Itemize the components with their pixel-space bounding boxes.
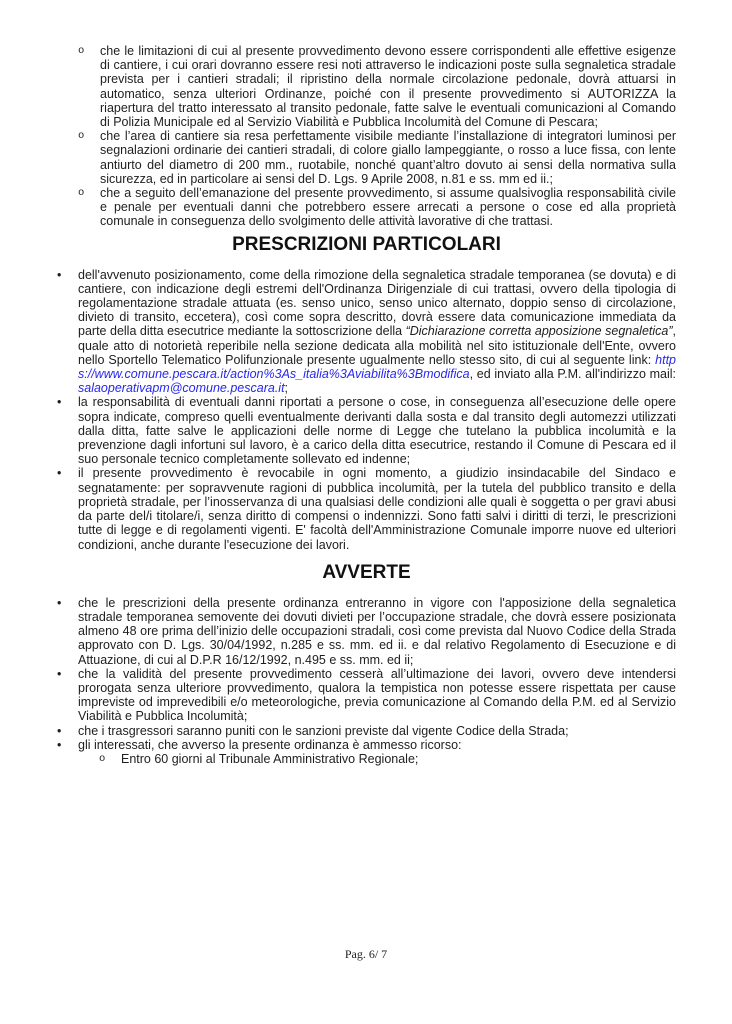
list-item (57, 129, 676, 186)
disc-bullet-marker: • (57, 666, 62, 681)
disc-bullet-marker: • (57, 723, 62, 738)
clause-text: che l’area di cantiere sia resa perfettamente visibile mediante l’installazione di integratori luminosi per segnalazioni ordinarie dei cantieri stradali, di colore giallo lampeggiante, o rosso a luce fissa, con lente antiurto del diametro di 200 mm., ruotabile, nonché quant’altro dovuto ai sensi della normativa sulla sicurezza, ed in particolare ai sensi del D. Lgs. 9 Aprile 2008, n.81 e ss. mm ed ii.; (100, 129, 676, 186)
disc-bullet-marker: • (57, 595, 62, 610)
clause-text: che la validità del presente provvedimento cesserà all’ultimazione dei lavori, ovvero deve intendersi prorogata senza ulteriore provvedimento, qualora la tempistica non potesse essere rispettata per cause impreviste od imprevedibili e/o meteorologiche, previa comunicazione al Comando della P.M. ed al Servizio Viabilità e Pubblica Incolumità; (78, 666, 676, 724)
viabilita-url-link[interactable]: https://www.comune.pescara.it/action%3As_italia%3Aviabilita%3Bmodifica (78, 352, 676, 382)
disc-bullet-marker: • (57, 267, 62, 282)
list-item (57, 738, 676, 766)
sub-clause-text: Entro 60 giorni al Tribunale Amministrativo Regionale; (121, 751, 419, 766)
disc-bullet-marker: • (57, 466, 62, 481)
clause-text-run: dell'avvenuto posizionamento, come della rimozione della segnaletica stradale temporanea (se dovuta) e di cantiere, con indicazione degli estremi dell'Ordinanza Dirigenziale di cui trattasi, ovvero della tipologia di regolamentazione stradale attuata (es. senso unico, senso unico alternato, doppio senso di circolazione, divieto di transito, eccetera), così come sopra descritto, dovrà essere data comunicazione immediata da parte della ditta esecutrice mediante la sottoscrizione della (78, 267, 676, 339)
clause-text-run: gli interessati, che avverso la presente ordinanza è ammesso ricorso: (78, 737, 462, 752)
clause-text-run: , ed inviato alla P.M. all'indirizzo mail: (469, 367, 676, 382)
circle-bullet-marker: o (78, 45, 85, 57)
circle-bullet-marker: o (99, 752, 106, 765)
section-heading-avverte: AVVERTE (322, 561, 411, 583)
sala-operativa-email-link[interactable]: salaoperativapm@comune.pescara.it (78, 381, 285, 396)
clause-text-run: ; (284, 381, 289, 396)
list-item (57, 667, 676, 724)
list-item (57, 395, 676, 466)
list-item (57, 44, 676, 129)
sub-list-item (78, 752, 676, 766)
list-item (57, 268, 676, 396)
prescrizioni-list (57, 268, 676, 552)
quoted-declaration-title: “Dichiarazione corretta apposizione segnaletica” (405, 324, 673, 339)
intro-clause-list (57, 44, 676, 229)
page-content (57, 44, 676, 766)
clause-text: il presente provvedimento è revocabile in ogni momento, a giudizio insindacabile del Sindaco e segnatamente: per sopravvenute ragioni di pubblica incolumità, per la tutela del pubblico transito e della proprietà stradale, per l’inosservanza di una qualsiasi delle condizioni alle quali è soggetta o per gravi abusi da parte del/i titolare/i, senza diritto di compensi o indennizzi. Sono fatti salvi i diritti di terzi, le prescrizioni tutte di legge e di regolamenti vigenti. E' facoltà dell'Amministrazione Comunale imporre nuove ed ulteriori condizioni, anche durante l'esecuzione dei lavori. (78, 466, 676, 552)
list-item (57, 596, 676, 667)
section-heading-prescrizioni-particolari: PRESCRIZIONI PARTICOLARI (232, 233, 501, 255)
disc-bullet-marker: • (57, 737, 62, 752)
circle-bullet-marker: o (78, 187, 85, 200)
list-item (57, 724, 676, 738)
clause-text: che i trasgressori saranno puniti con le sanzioni previste dal vigente Codice della Strada; (78, 723, 569, 738)
clause-text: la responsabilità di eventuali danni riportati a persone o cose, in conseguenza all’esecuzione delle opere sopra indicate, compreso quelli eventualmente derivanti dalla sosta e dal transito degli automezzi utilizzati dalla ditta, fatte salve le applicazioni delle norme di Legge che tutelano la pubblica incolumità e la prevenzione dagli infortuni sul lavoro, è a carico della ditta esecutrice, restando il Comune di Pescara ed il suo personale tecnico completamente sollevato ed indenne; (78, 395, 676, 467)
clause-text (78, 268, 676, 396)
disc-bullet-marker: • (57, 395, 62, 410)
page-number: Pag. 6/ 7 (344, 947, 388, 961)
clause-text: che a seguito dell’emanazione del presente provvedimento, si assume qualsivoglia responsabilità civile e penale per eventuali danni che potrebbero essere arrecati a persone o cose ed alla proprietà comunale in conseguenza dello svolgimento delle attività lavorative di che trattasi. (100, 186, 676, 229)
avverte-list (57, 596, 676, 766)
list-item (57, 466, 676, 551)
clause-text (78, 738, 676, 766)
list-item (57, 186, 676, 229)
clause-text: che le prescrizioni della presente ordinanza entreranno in vigore con l'apposizione della segnaletica stradale temporanea semovente dei dovuti divieti per l’occupazione stradale, che dovrà essere posizionata almeno 48 ore prima dell’inizio delle occupazioni stradali, così come prevista dal Nuovo Codice della Strada approvato con D. Lgs. 30/04/1992, n.285 e ss. mm. ed ii. e dal relativo Regolamento di Esecuzione e di Attuazione, di cui al D.P.R 16/12/1992, n.495 e ss. mm. ed ii; (78, 595, 676, 667)
clause-text-run: , quale atto di notorietà reperibile nella sezione dedicata alla mobilità nel sito istituzionale dell'Ente, ovvero nello Sportello Telematico Polifunzionale presente ugualmente nello stesso sito, di cui al seguente link: (78, 324, 677, 367)
clause-text: che le limitazioni di cui al presente provvedimento devono essere corrispondenti alle effettive esigenze di cantiere, i cui orari dovranno essere resi noti attraverso le indicazioni poste sulla segnaletica stradale prevista per i cantieri stradali; il ripristino della normale circolazione pedonale, dovrà attuarsi in automatico, senza ulteriori Ordinanze, poiché con il presente provvedimento si AUTORIZZA la riapertura del tratto interessato al transito pedonale, fatte salve le eventuali comunicazioni al Comando di Polizia Municipale ed al Servizio Viabilità e Pubblica Incolumità del Comune di Pescara; (100, 44, 676, 130)
circle-bullet-marker: o (78, 130, 85, 143)
